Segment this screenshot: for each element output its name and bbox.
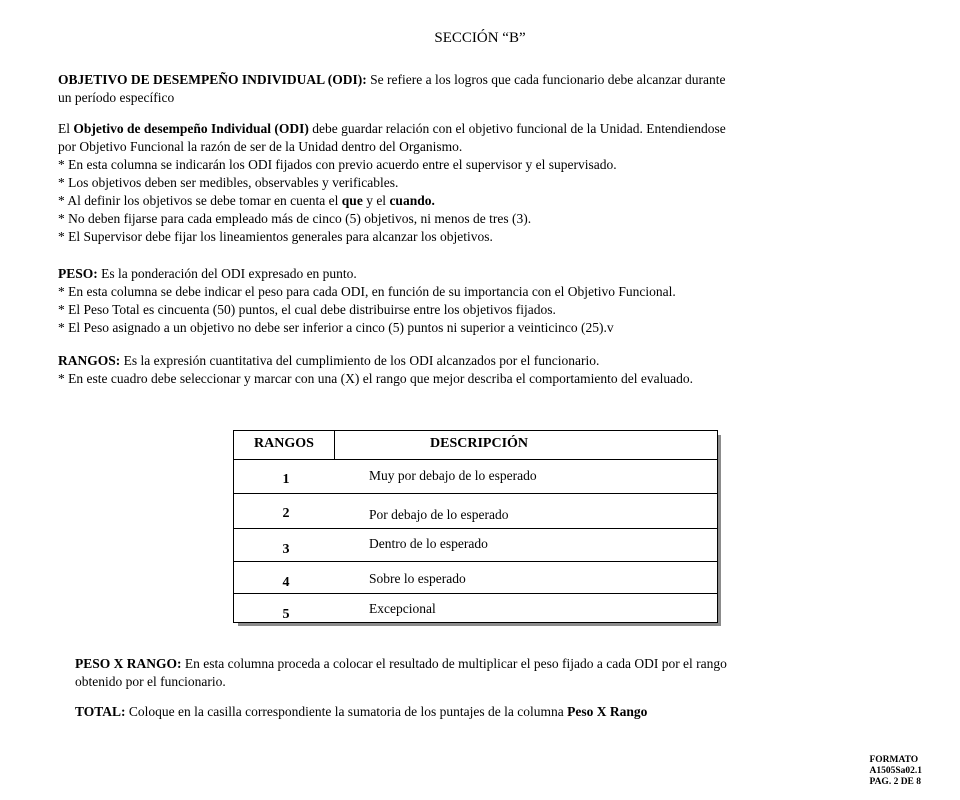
rango-description: Muy por debajo de lo esperado: [369, 468, 537, 483]
peso-line-4: * El Peso asignado a un objetivo no debe ser inferior a cinco (5) puntos ni superior a veinticinco (25).v: [58, 320, 614, 335]
odi-detail-4: * Los objetivos deben ser medibles, observables y verificables.: [58, 175, 399, 190]
total-section: [75, 703, 647, 721]
rangos-table: [233, 430, 718, 623]
row-divider: [234, 593, 717, 594]
header-divider: [334, 431, 335, 459]
header-rangos: RANGOS: [254, 436, 314, 451]
odi-detail-6: * No deben fijarse para cada empleado más de cinco (5) objetivos, ni menos de tres (3).: [58, 211, 532, 226]
rango-number: 1: [282, 472, 290, 487]
rango-number: 4: [282, 575, 290, 590]
odi-detail-5: * Al definir los objetivos se debe tomar en cuenta el que y el cuando.: [58, 193, 435, 208]
row-divider: [234, 561, 717, 562]
odi-detail-1: El Objetivo de desempeño Individual (ODI) debe guardar relación con el objetivo funcional de la Unidad. Entendiendose: [58, 121, 726, 136]
odi-line-1: OBJETIVO DE DESEMPEÑO INDIVIDUAL (ODI): Se refiere a los logros que cada funcionario debe alcanzar durante: [58, 72, 726, 87]
odi-section: [58, 71, 725, 107]
peso-section: [58, 265, 676, 337]
peso-line-2: * En esta columna se debe indicar el peso para cada ODI, en función de su importancia con el Objetivo Funcional.: [58, 284, 676, 299]
odi-line-2: un período específico: [58, 90, 175, 105]
footer-page: PAG. 2 DE 8: [869, 777, 922, 787]
rango-description: Dentro de lo esperado: [369, 536, 488, 551]
footer-format: FORMATO: [869, 755, 919, 765]
peso-rango-line-2: obtenido por el funcionario.: [75, 674, 226, 689]
rangos-section: [58, 352, 693, 388]
odi-detail-2: por Objetivo Funcional la razón de ser de la Unidad dentro del Organismo.: [58, 139, 463, 154]
rango-description: Sobre lo esperado: [369, 571, 466, 586]
row-divider: [234, 459, 717, 460]
table-header: [234, 431, 717, 459]
footer-code: A1505Sa02.1: [869, 766, 922, 776]
odi-label: OBJETIVO DE DESEMPEÑO INDIVIDUAL (ODI):: [58, 72, 367, 87]
format-footer: [869, 755, 922, 788]
rango-description: Por debajo de lo esperado: [369, 507, 509, 522]
rango-number: 5: [282, 607, 290, 622]
header-descripcion: DESCRIPCIÓN: [430, 436, 529, 451]
rango-number: 3: [282, 542, 290, 557]
rango-number: 2: [282, 506, 290, 521]
odi-detail-7: * El Supervisor debe fijar los lineamientos generales para alcanzar los objetivos.: [58, 229, 493, 244]
odi-details: [58, 120, 726, 246]
total-line: TOTAL: Coloque en la casilla correspondiente la sumatoria de los puntajes de la columna Peso X Rango: [75, 704, 648, 719]
odi-detail-3: * En esta columna se indicarán los ODI fijados con previo acuerdo entre el supervisor y el supervisado.: [58, 157, 617, 172]
peso-line-1: PESO: Es la ponderación del ODI expresado en punto.: [58, 266, 357, 281]
rango-description: Excepcional: [369, 601, 436, 616]
peso-line-3: * El Peso Total es cincuenta (50) puntos, el cual debe distribuirse entre los objetivos fijados.: [58, 302, 556, 317]
peso-rango-section: [75, 655, 727, 691]
page-title: SECCIÓN “B”: [434, 30, 526, 46]
row-divider: [234, 493, 717, 494]
peso-rango-line-1: PESO X RANGO: En esta columna proceda a colocar el resultado de multiplicar el peso fijado a cada ODI por el rango: [75, 656, 727, 671]
rangos-line-2: * En este cuadro debe seleccionar y marcar con una (X) el rango que mejor describa el comportamiento del evaluado.: [58, 371, 693, 386]
rangos-line-1: RANGOS: Es la expresión cuantitativa del cumplimiento de los ODI alcanzados por el funcionario.: [58, 353, 600, 368]
row-divider: [234, 528, 717, 529]
